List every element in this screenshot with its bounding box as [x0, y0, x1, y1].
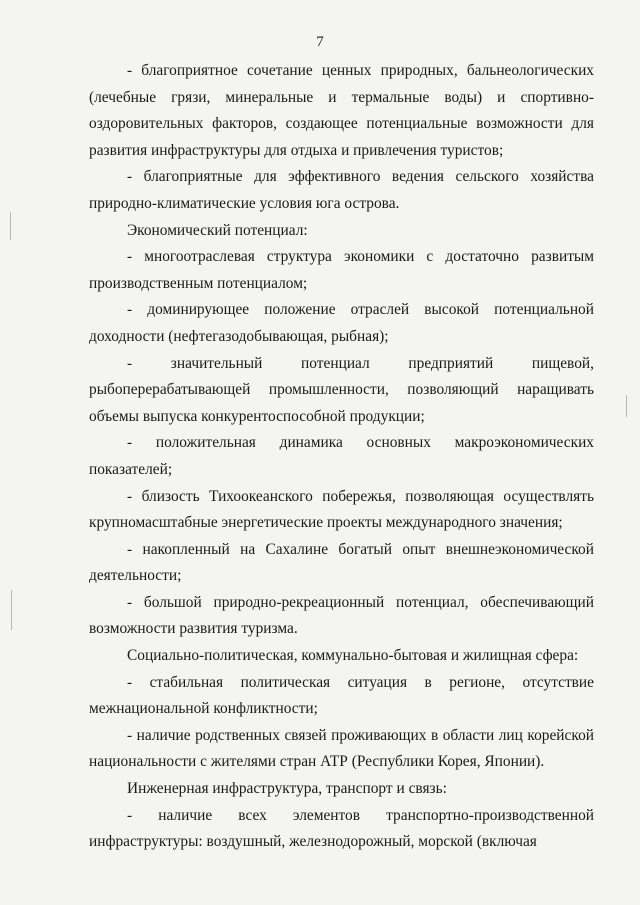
paragraph-transport: - наличие всех элементов транспортно-производственной инфраструктуры: воздушный, железнодорожный, морской (включая — [89, 806, 594, 851]
paragraph-agriculture: - благоприятные для эффективного ведения сельского хозяйства природно-климатические условия юга острова. — [89, 168, 594, 212]
paragraph-political-stability: - стабильная политическая ситуация в регионе, отсутствие межнациональной конфликтности; — [89, 673, 594, 718]
scan-mark — [11, 590, 12, 630]
paragraph-natural-factors: - благоприятное сочетание ценных природных, бальнеологических (лечебные грязи, минеральные и термальные воды) и спортивно-оздоровительных факторов, создающее потенциальные возможности для развития инфраструктуры для отдыха и привлечения туристов; — [89, 62, 594, 159]
page-number: 7 — [316, 34, 324, 50]
paragraph-korean-ties: - наличие родственных связей проживающих в области лиц корейской национальности с жителями стран АТР (Республики Корея, Японии). — [89, 726, 594, 771]
section-heading-infrastructure: Инженерная инфраструктура, транспорт и связь: — [127, 780, 447, 798]
paragraph-economy-structure: - многоотраслевая структура экономики с достаточно развитым производственным потенциалом; — [89, 248, 594, 292]
section-heading-economic: Экономический потенциал: — [127, 221, 308, 239]
paragraph-tourism: - большой природно-рекреационный потенциал, обеспечивающий возможности развития туризма. — [89, 593, 594, 638]
paragraph-pacific-coast: - близость Тихоокеанского побережья, позволяющая осуществлять крупномасштабные энергетические проекты международного значения; — [89, 487, 594, 532]
scan-mark — [10, 212, 11, 240]
paragraph-macro-dynamics: - положительная динамика основных макроэкономических показателей; — [89, 434, 594, 478]
body-text — [89, 58, 594, 856]
paragraph-food-industry: - значительный потенциал предприятий пищевой, рыбоперерабатывающей промышленности, позволяющий наращивать объемы выпуска конкурентоспособной продукции; — [89, 354, 594, 425]
scan-mark — [626, 395, 627, 417]
paragraph-dominant-sectors: - доминирующее положение отраслей высокой потенциальной доходности (нефтегазодобывающая, рыбная); — [89, 301, 594, 345]
section-heading-social: Социально-политическая, коммунально-бытовая и жилищная сфера: — [127, 647, 579, 665]
paragraph-foreign-trade: - накопленный на Сахалине богатый опыт внешнеэкономической деятельности; — [89, 540, 594, 585]
